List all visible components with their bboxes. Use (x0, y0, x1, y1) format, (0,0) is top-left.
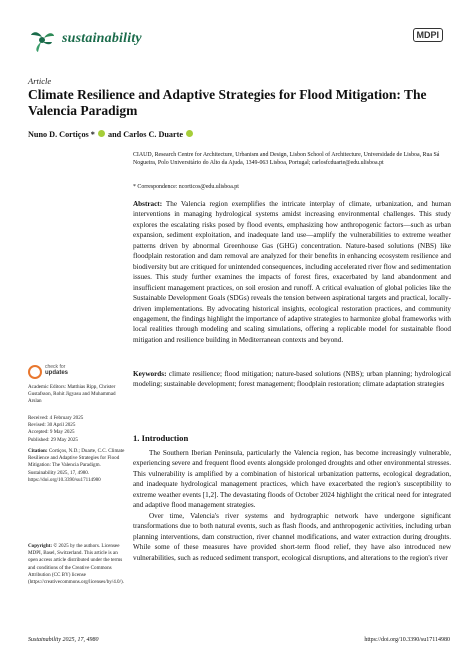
abstract-label: Abstract: (133, 200, 163, 208)
footer-journal-citation: Sustainability 2025, 17, 4980 (28, 637, 99, 643)
copyright-text[interactable]: © 2025 by the authors. Licensee MDPI, Basel, Switzerland. This article is an open access article distributed under the terms and conditions of the Creative Commons Attribution (CC BY) license (https://creativecommons.org/licenses/by/4.0/). (28, 543, 124, 586)
keywords-text: climate resilience; flood mitigation; nature-based solutions (NBS); urban planning; hydrological modeling; sustainable development; forest management; floodplain restoration; climate adaptation strategies (133, 370, 451, 389)
check-for-updates-label[interactable]: check for (45, 364, 66, 370)
orcid-icon[interactable] (186, 130, 193, 137)
author-name[interactable]: Nuno D. Cortiços * (28, 130, 95, 139)
copyright-label: Copyright: (28, 543, 53, 549)
section-heading: 1. Introduction (133, 433, 189, 443)
abstract (133, 199, 451, 345)
publisher-logo[interactable] (413, 30, 444, 40)
journal-name[interactable]: sustainability (62, 31, 142, 46)
publisher-name: MDPI (413, 28, 444, 42)
published-date: Published: 29 May 2025 (28, 436, 78, 443)
academic-editors: Academic Editors: Matthias Ripp, Christer Gustafsson, Rohit Jigyasu and Muhammad Arslan (28, 384, 116, 405)
orcid-icon[interactable] (98, 130, 105, 137)
keywords-label: Keywords: (133, 370, 167, 378)
check-for-updates-label-strong[interactable]: updates (45, 370, 69, 376)
sustainability-logo-icon (28, 26, 56, 54)
paragraph: The Southern Iberian Peninsula, particularly the Valencia region, has become increasingly vulnerable, experiencing severe and frequent flood events alongside prolonged droughts and other environmental stresses. This vulnerability is amplified by a combination of historical urbanization patterns, ecological degradation, and inadequate hydrological management practices, which have exacerbated the region's susceptibility to extreme weather events [1,2]. The devastating floods of October 2024 highlight the critical need for integrated and adaptive flood management strategies. (133, 449, 451, 510)
check-for-updates-icon[interactable] (28, 365, 42, 379)
paragraph: Over time, Valencia's river systems and hydrographic network have undergone significant transformations due to both natural events, such as flash floods, and anthropogenic activities, including urban planning interventions, dam construction, river channel modifications, and water extraction during droughts. While some of these measures have provided short-term flood relief, they have also introduced new vulnerabilities, such as reduced sediment transport, ecological disruptions, and alterations to the region's river (133, 511, 451, 562)
keywords (133, 369, 451, 390)
copyright (28, 543, 126, 586)
footer-doi-link[interactable]: https://doi.org/10.3390/su17114980 (364, 637, 450, 643)
article-title: Climate Resilience and Adaptive Strategies for Flood Mitigation: The Valencia Paradigm (28, 87, 427, 118)
article-type: Article (28, 76, 52, 86)
author-list (28, 130, 194, 139)
author-join: and (105, 130, 124, 139)
received-date: Received: 4 February 2025 (28, 415, 84, 421)
citation-text[interactable]: Cortiços, N.D.; Duarte, C.C. Climate Resilience and Adaptive Strategies for Flood Mitigation: The Valencia Paradigm. Sustainability 2025, 17, 4980. https://doi.org/10.3390/su17114980 (28, 448, 125, 483)
abstract-text: The Valencia region exemplifies the intricate interplay of climate, urbanization, and human interventions in managing hydrological systems amidst increasing environmental challenges. This study explores the escalating risks posed by flood events, emphasizing how anthropogenic factors—such as urban expansion, sediment exploitation, and inadequate land use—amplify the vulnerabilities to extreme weather patterns driven by abnormal Greenhouse Gas (GHG) concentration. Nature-based solutions (NBS) like floodplain restoration and dam removal are analyzed for their benefits in enhancing ecosystem resilience and biodiversity but are critiqued for unintended consequences, including accelerated river flow and sedimentation issues. This study further examines the impacts of forest fires, exacerbated by land abandonment and insufficient management practices, on soil erosion and runoff. A critical evaluation of global policies like the Sustainable Development Goals (SDGs) reveals the tension between aspirational targets and practical, locally-driven implementations. By advocating historical insights, ecological restoration practices, and community engagement, the findings highlight the importance of adaptive strategies to harmonize global frameworks with local realities through modeling and scaling simulations, offering a replicable model for sustainable flood mitigation and resilience building in Mediterranean contexts and beyond. (133, 200, 451, 344)
citation-label: Citation: (28, 448, 48, 454)
accepted-date: Accepted: 9 May 2025 (28, 429, 75, 436)
author-name[interactable]: Carlos C. Duarte (123, 130, 184, 139)
publication-dates (28, 415, 126, 444)
correspondence: * Correspondence: ncorticos@edu.ulisboa.pt (133, 184, 239, 190)
introduction-body (133, 448, 451, 563)
citation (28, 448, 126, 484)
affiliation: CIAUD, Research Centre for Architecture, Urbanism and Design, Lisbon School of Architecture, Universidade de Lisboa, Rua Sá Nogueira, Polo Universitário do Alto da Ajuda, 1349-063 Lisboa, Portugal; carlosfcduarte@edu.ulisboa.pt (133, 152, 440, 167)
revised-date: Revised: 30 April 2025 (28, 422, 76, 429)
